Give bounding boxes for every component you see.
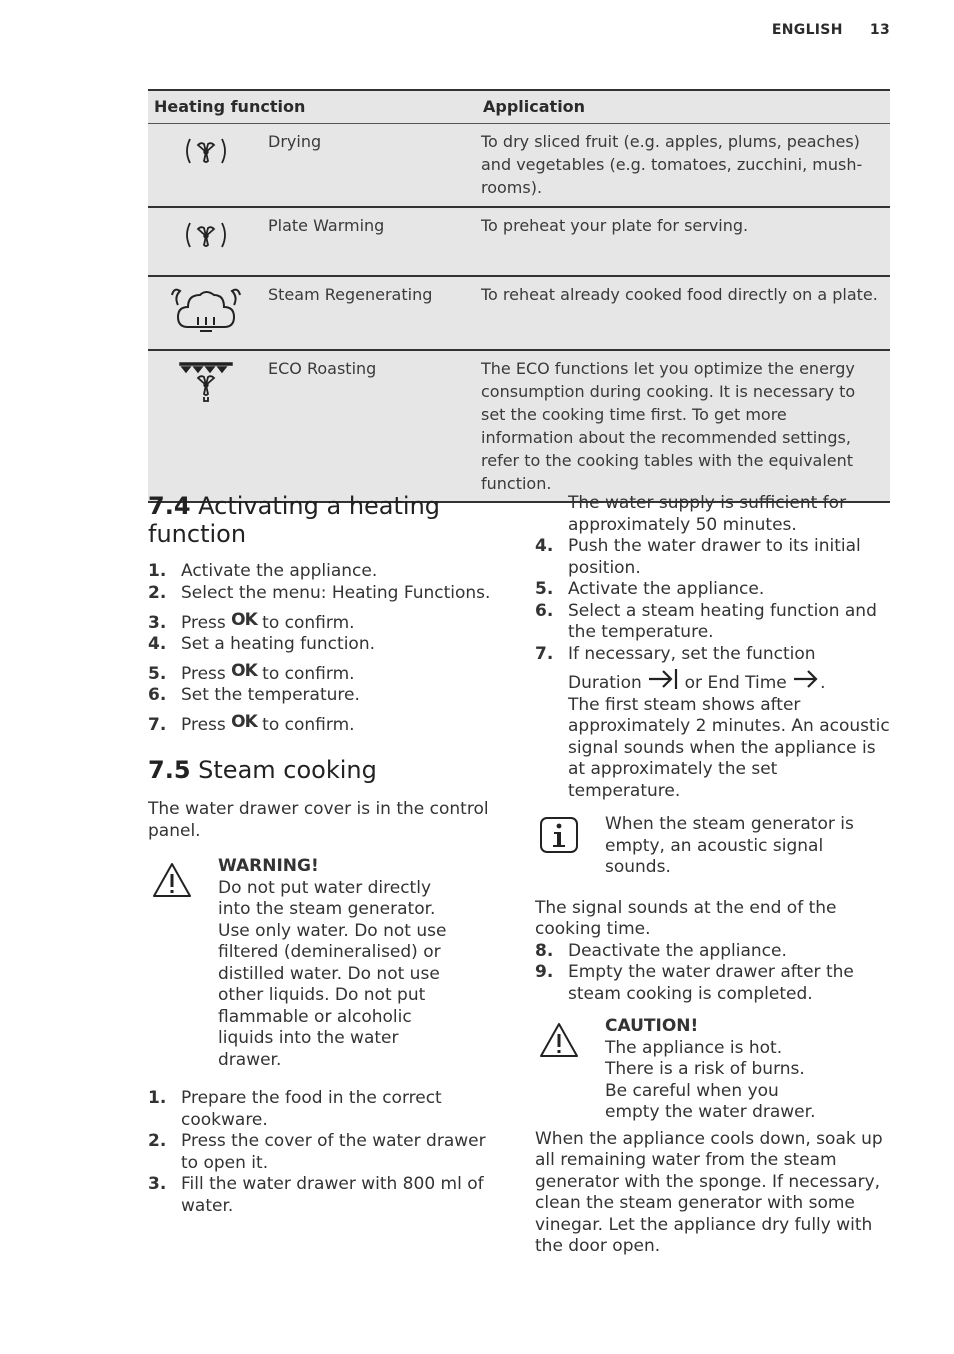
- list-item: 6. Select a steam heating function and the temperature.: [535, 600, 877, 642]
- page-number: 13: [869, 22, 890, 38]
- caution-title: CAUTION!: [605, 1016, 699, 1036]
- table-header-row: [148, 90, 890, 124]
- plate-warming-icon: [148, 207, 264, 276]
- drying-icon: [148, 124, 264, 207]
- col-application: Application: [477, 90, 890, 124]
- list-item: 2. Select the menu: Heating Functions.: [148, 583, 491, 603]
- cooldown-text: When the appliance cools down, soak up all remaining water from the steam generator with the sponge. If necessary, clean the steam generator with some vinegar. Let the appliance dry fully with the door open.: [535, 1128, 883, 1256]
- left-column: [148, 492, 498, 1217]
- function-application: To preheat your plate for serving.: [477, 207, 890, 276]
- info-note: [535, 814, 891, 879]
- list-item: 7. Press OK to confirm.: [148, 711, 355, 735]
- list-item: 1. Prepare the food in the correct cookware.: [148, 1088, 442, 1130]
- steam-steps-continued: [535, 536, 891, 802]
- col-heating-function: Heating function: [148, 90, 477, 124]
- function-application: The ECO functions let you optimize the energy consumption during cooking. It is necessary to set the cooking time first. To get more information about the recommended settings, refer to the cooking tables with the equivalent function.: [477, 350, 890, 502]
- list-item: 5. Press OK to confirm.: [148, 660, 355, 684]
- warning-note: [148, 856, 458, 1071]
- section-7-4-heading: 7.4 Activating a heating function: [148, 492, 441, 548]
- warning-icon: [152, 862, 192, 898]
- function-name: Steam Regenerating: [264, 276, 477, 350]
- list-item: 4. Push the water drawer to its initial position.: [535, 536, 861, 578]
- table-row: [148, 276, 890, 350]
- function-application: To reheat already cooked food directly on a plate.: [477, 276, 890, 350]
- list-item: 1. Activate the appliance.: [148, 561, 378, 581]
- caution-note: [535, 1016, 825, 1124]
- ok-key-icon: OK: [231, 660, 257, 681]
- right-column: [535, 493, 891, 1258]
- section-7-5-heading: 7.5 Steam cooking: [148, 756, 377, 784]
- steam-regenerating-icon: [148, 276, 264, 350]
- first-steam-text: The first steam shows after approximately 2 minutes. An acoustic signal sounds when the appliance is at approximately the set temperature.: [568, 694, 890, 801]
- end-time-icon: [792, 668, 820, 690]
- steam-steps: [148, 1088, 498, 1217]
- function-name: Drying: [264, 124, 477, 207]
- steam-steps-final: [535, 941, 891, 1006]
- activation-steps: [148, 561, 498, 736]
- page-header: [750, 22, 890, 38]
- function-name: ECO Roasting: [264, 350, 477, 502]
- ok-key-icon: OK: [231, 711, 257, 732]
- caution-icon: [539, 1022, 579, 1058]
- list-item: 6. Set the temperature.: [148, 685, 360, 705]
- list-item: 4. Set a heating function.: [148, 634, 375, 654]
- duration-icon: [647, 668, 679, 690]
- info-text: When the steam generator is empty, an acoustic signal sounds.: [605, 814, 854, 877]
- table-row: [148, 350, 890, 502]
- list-item: 9. Empty the water drawer after the steam cooking is completed.: [535, 962, 854, 1004]
- table-row: [148, 207, 890, 276]
- water-drawer-intro: The water drawer cover is in the control panel.: [148, 799, 489, 841]
- list-item: 3. Fill the water drawer with 800 ml of water.: [148, 1174, 484, 1216]
- list-item: 7. If necessary, set the function Duration or End Time . The first steam shows after approximately 2 minutes. An acoustic signal sounds when the appliance is at approximately the set temperature.: [535, 643, 890, 801]
- ok-key-icon: OK: [231, 609, 257, 630]
- water-supply-text: The water supply is sufficient for approximately 50 minutes.: [568, 493, 847, 535]
- list-item: 3. Press OK to confirm.: [148, 609, 355, 633]
- language-label: ENGLISH: [771, 22, 843, 38]
- list-item: 5. Activate the appliance.: [535, 579, 765, 599]
- list-item: 8. Deactivate the appliance.: [535, 940, 787, 961]
- list-item: 2. Press the cover of the water drawer to open it.: [148, 1131, 486, 1173]
- info-icon: [539, 816, 579, 854]
- table-row: [148, 124, 890, 207]
- caution-text: The appliance is hot. There is a risk of burns. Be careful when you empty the water drawer.: [605, 1037, 816, 1122]
- warning-title: WARNING!: [218, 856, 319, 876]
- function-name: Plate Warming: [264, 207, 477, 276]
- heating-functions-table: [148, 89, 890, 503]
- eco-roasting-icon: [148, 350, 264, 502]
- function-application: To dry sliced fruit (e.g. apples, plums, peaches) and vegetables (e.g. tomatoes, zucchini, mush-rooms).: [477, 124, 890, 207]
- signal-text: The signal sounds at the end of the cooking time.: [535, 897, 837, 939]
- warning-text: Do not put water directly into the steam generator. Use only water. Do not use filtered (demineralised) or distilled water. Do not use other liquids. Do not put flammable or alcoholic liquids into the water drawer.: [218, 877, 447, 1070]
